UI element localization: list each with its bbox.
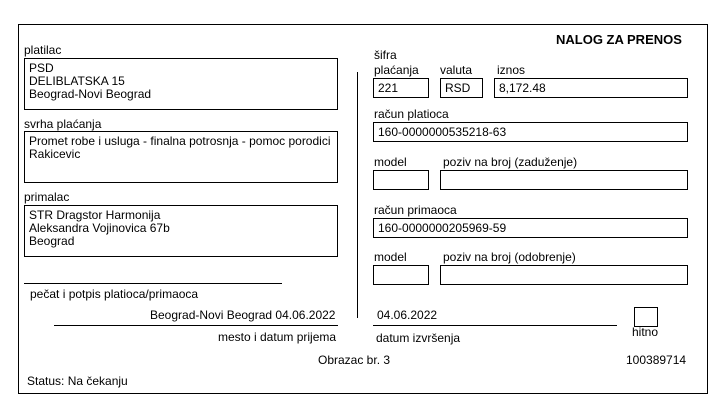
reference-field-debit[interactable] (440, 170, 688, 190)
form-title: NALOG ZA PRENOS (556, 32, 682, 47)
column-divider (357, 72, 358, 318)
purpose-box[interactable] (24, 131, 338, 183)
recipient-account-value: 160-0000000205969-59 (378, 221, 507, 235)
currency-value: RSD (445, 81, 471, 95)
document-id: 100389714 (626, 353, 687, 367)
execution-date-line (373, 325, 617, 326)
amount-value: 8,172.48 (499, 81, 546, 95)
place-date-label: mesto i datum prijema (218, 330, 337, 344)
model-label-debit: model (374, 155, 407, 169)
payment-code-label-2: plaćanja (374, 63, 419, 77)
payer-box[interactable] (24, 58, 338, 110)
reference-label-credit: poziv na broj (odobrenje) (443, 250, 576, 264)
execution-date-value: 04.06.2022 (377, 308, 438, 322)
recipient-account-field[interactable] (373, 218, 688, 238)
payment-code-value: 221 (378, 81, 399, 95)
reference-field-credit[interactable] (440, 265, 688, 285)
amount-label: iznos (497, 63, 526, 77)
status-text: Status: Na čekanju (27, 374, 128, 388)
reference-label-debit: poziv na broj (zaduženje) (443, 155, 578, 169)
currency-label: valuta (440, 63, 473, 77)
purpose-label: svrha plaćanja (24, 117, 102, 131)
recipient-box[interactable] (24, 205, 338, 257)
payer-account-value: 160-0000000535218-63 (378, 125, 507, 139)
purpose-value: Promet robe i usluga - finalna potrosnja - pomoc porodici Rakicevic (29, 134, 331, 161)
place-date-line (54, 325, 338, 326)
place-date-value: Beograd-Novi Beograd 04.06.2022 (150, 308, 336, 322)
urgent-checkbox[interactable] (634, 307, 658, 327)
model-label-credit: model (374, 250, 407, 264)
recipient-value: STR Dragstor Harmonija Aleksandra Vojinovica 67b Beograd (29, 208, 170, 248)
payer-label: platilac (24, 43, 62, 57)
payer-account-label: račun platioca (374, 107, 449, 121)
execution-date-label: datum izvršenja (376, 331, 461, 345)
signature-label: pečat i potpis platioca/primaoca (30, 287, 199, 301)
payment-code-field[interactable] (373, 78, 429, 98)
payer-value: PSD DELIBLATSKA 15 Beograd-Novi Beograd (29, 61, 152, 101)
recipient-account-label: račun primaoca (374, 203, 457, 217)
currency-field[interactable] (440, 78, 483, 98)
model-field-debit[interactable] (373, 170, 429, 190)
payer-account-field[interactable] (373, 122, 688, 142)
form-number: Obrazac br. 3 (318, 353, 391, 367)
signature-line (24, 283, 282, 284)
model-field-credit[interactable] (373, 265, 429, 285)
recipient-label: primalac (24, 190, 70, 204)
urgent-label: hitno (632, 325, 659, 339)
payment-code-label-1: šifra (374, 48, 397, 62)
amount-field[interactable] (494, 78, 688, 98)
